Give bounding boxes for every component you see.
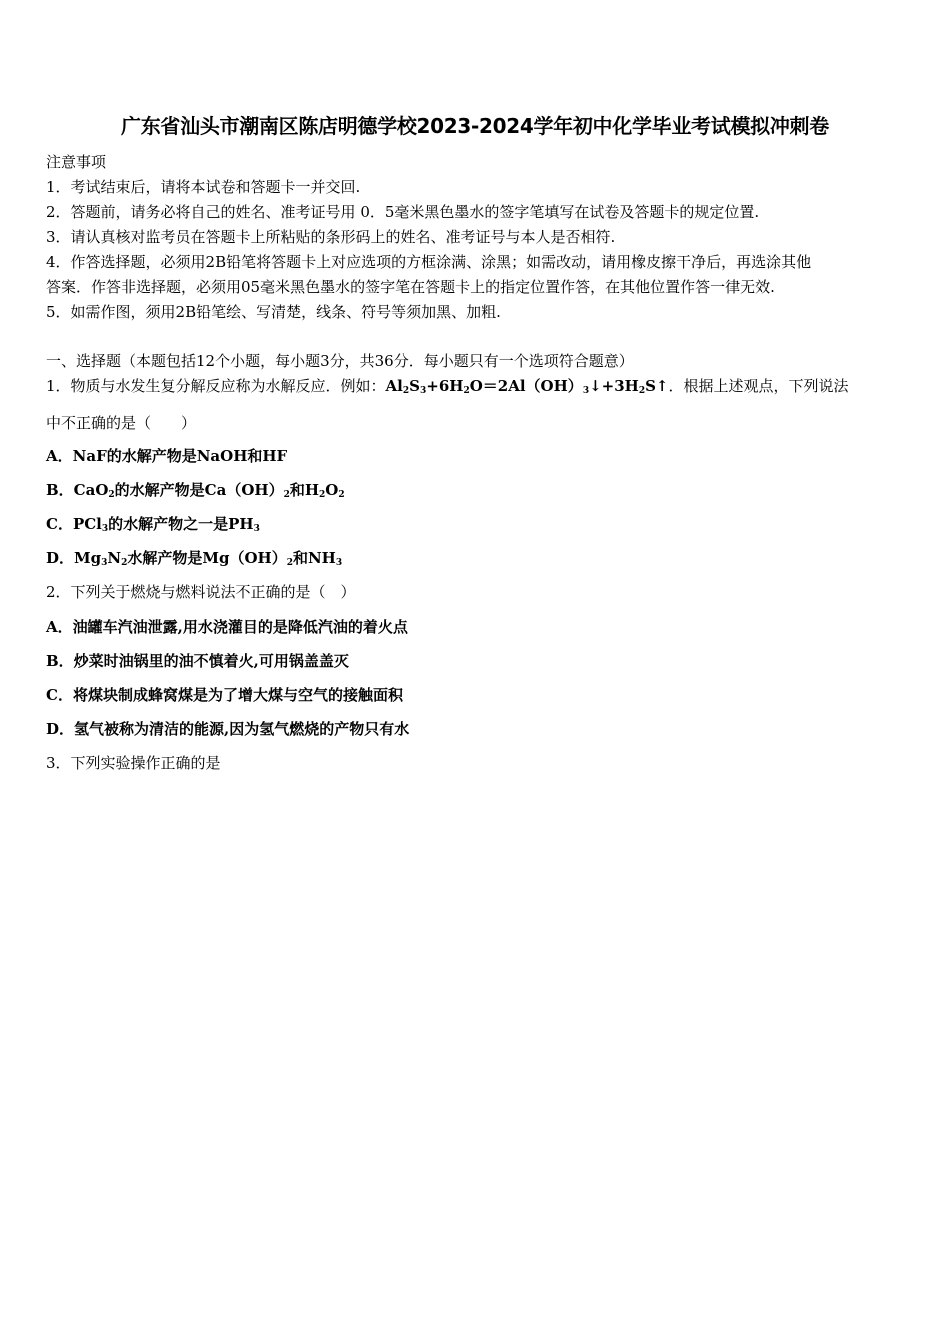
q1-option-d — [46, 546, 906, 571]
q1-option-d-part: N — [107, 549, 122, 567]
q1-formula — [386, 377, 669, 395]
q1-option-d-sub: 3 — [335, 558, 343, 568]
q1-formula-part: S↑ — [645, 377, 669, 395]
notes-heading: 注意事项 — [46, 153, 107, 171]
q1-option-d-sub: 3 — [101, 558, 108, 568]
q1-option-d-part: 和NH — [292, 549, 336, 567]
question-2-stem: 2．下列关于燃烧与燃料说法不正确的是（ ） — [46, 583, 356, 601]
q1-prefix: 1．物质与水发生复分解反应称为水解反应．例如： — [46, 377, 386, 395]
notes-item: 1．考试结束后，请将本试卷和答题卡一并交回. — [46, 178, 361, 196]
q1-option-b — [46, 478, 906, 503]
q1-suffix: ．根据上述观点，下列说法 — [668, 377, 849, 395]
q1-option-b-sub: 2 — [283, 490, 290, 500]
q1-formula-part: ↓+3H — [589, 377, 639, 395]
q2-option-a: A．油罐车汽油泄露,用水浇灌目的是降低汽油的着火点 — [46, 618, 408, 636]
q1-option-c-sub: 3 — [253, 524, 260, 534]
q1-formula-sub: 2 — [638, 386, 646, 396]
q1-formula-part: S — [409, 377, 420, 395]
q1-option-c-part: 的水解产物之一是PH — [108, 515, 254, 533]
q2-option-b: B．炒菜时油锅里的油不慎着火,可用锅盖盖灭 — [46, 652, 349, 670]
q1-option-b-sub: 2 — [338, 490, 345, 500]
q1-formula-part: Al — [385, 377, 403, 395]
q1-formula-part: O＝2Al（OH） — [469, 377, 583, 395]
q1-option-c-part: C．PCl — [46, 515, 102, 533]
q1-formula-part: +6H — [426, 377, 464, 395]
question-1-stem — [46, 374, 906, 399]
notes-item: 3．请认真核对监考员在答题卡上所粘贴的条形码上的姓名、准考证号与本人是否相符. — [46, 228, 616, 246]
q1-option-b-part: 的水解产物是Ca（OH） — [114, 481, 284, 499]
question-1-stem-continued: 中不正确的是（ ） — [46, 414, 197, 432]
q2-option-c: C．将煤块制成蜂窝煤是为了增大煤与空气的接触面积 — [46, 686, 403, 704]
q1-option-d-sub: 2 — [121, 558, 128, 568]
q1-formula-sub: 3 — [420, 386, 427, 396]
q1-option-b-part: 和H — [289, 481, 320, 499]
notes-item: 答案．作答非选择题，必须用05毫米黑色墨水的签字笔在答题卡上的指定位置作答，在其他位置作答一律无效. — [46, 278, 775, 296]
q1-option-a: A．NaF的水解产物是NaOH和HF — [46, 447, 288, 465]
q1-option-d-sub: 2 — [286, 558, 293, 568]
section-heading: 一、选择题（本题包括12个小题，每小题3分，共36分．每小题只有一个选项符合题意） — [46, 352, 634, 370]
q1-option-b-sub: 2 — [319, 490, 326, 500]
q1-option-b-part: B．CaO — [46, 481, 109, 499]
notes-item: 5．如需作图，须用2B铅笔绘、写清楚，线条、符号等须加黑、加粗. — [46, 303, 501, 321]
q1-formula-sub: 2 — [402, 386, 410, 396]
q1-option-c — [46, 512, 906, 537]
page-title: 广东省汕头市潮南区陈店明德学校2023-2024学年初中化学毕业考试模拟冲刺卷 — [121, 114, 829, 138]
q2-option-d: D．氢气被称为清洁的能源,因为氢气燃烧的产物只有水 — [46, 720, 410, 738]
q1-option-d-part: 水解产物是Mg（OH） — [127, 549, 287, 567]
q1-formula-sub: 3 — [582, 386, 590, 396]
notes-block — [46, 150, 906, 325]
q1-formula-sub: 2 — [463, 386, 470, 396]
question-3-stem: 3．下列实验操作正确的是 — [46, 754, 221, 772]
q1-option-d-part: D．Mg — [46, 549, 102, 567]
q1-option-c-sub: 3 — [101, 524, 109, 534]
q1-option-b-sub: 2 — [108, 490, 115, 500]
notes-item: 4．作答选择题，必须用2B铅笔将答题卡上对应选项的方框涂满、涂黑；如需改动，请用橡皮擦干净后，再选涂其他 — [46, 253, 812, 271]
q1-option-b-part: O — [325, 481, 339, 499]
notes-item: 2．答题前，请务必将自己的姓名、准考证号用 0．5毫米黑色墨水的签字笔填写在试卷及答题卡的规定位置. — [46, 203, 760, 221]
